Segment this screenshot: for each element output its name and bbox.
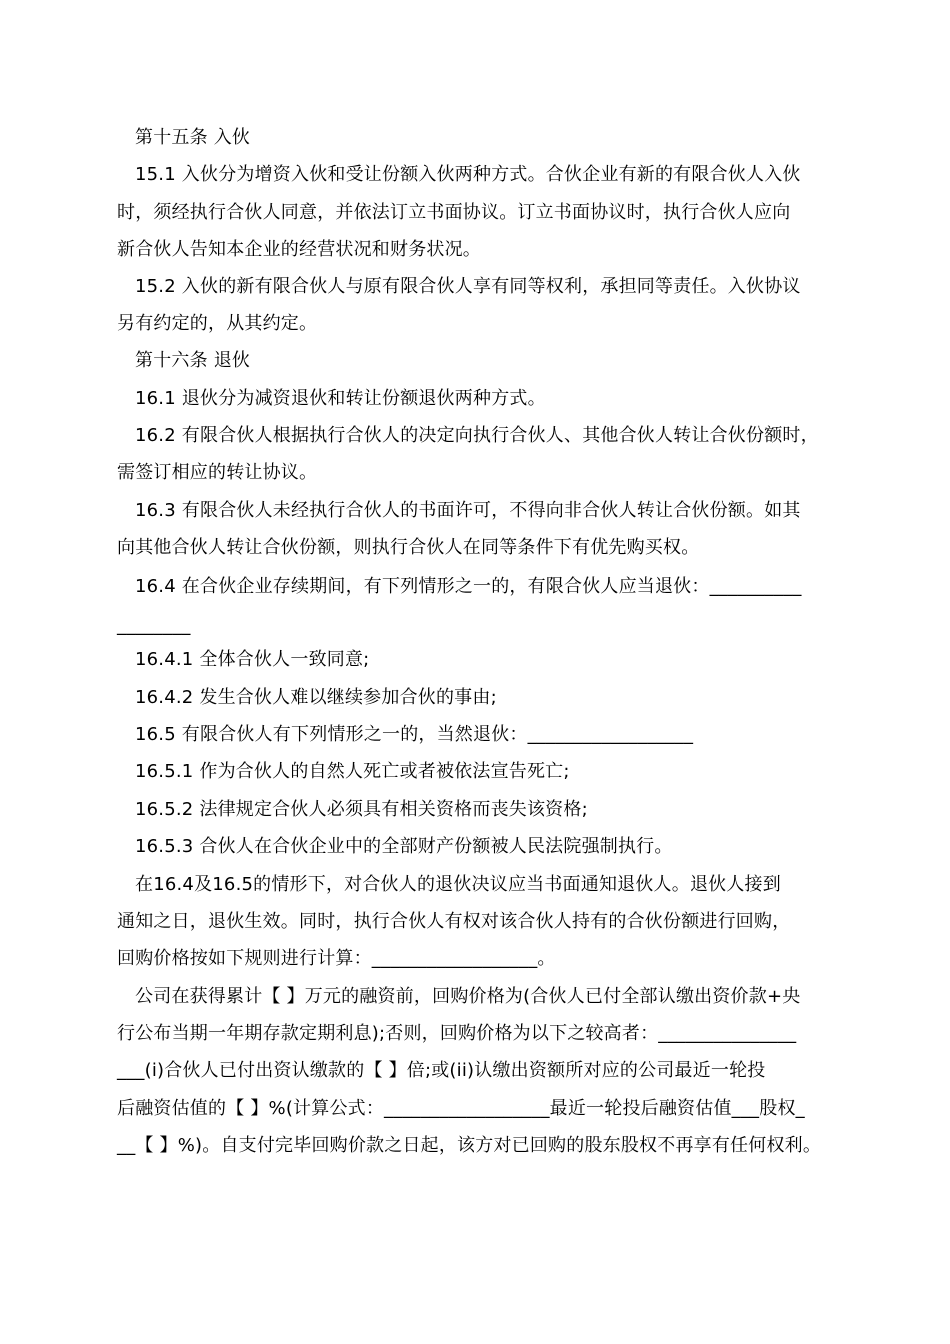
paragraph-line: __【 】%)。自支付完毕回购价款之日起，该方对已回购的股东股权不再享有任何权利。	[117, 1135, 822, 1156]
paragraph-line: 需签订相应的转让协议。	[117, 462, 318, 483]
paragraph-line: ___(i)合伙人已付出资认缴款的【 】倍;或(ii)认缴出资额所对应的公司最近一轮投	[117, 1060, 766, 1081]
paragraph-line: 16.5.1 作为合伙人的自然人死亡或者被依法宣告死亡;	[135, 761, 570, 782]
article-16-heading: 第十六条 退伙	[135, 350, 251, 371]
paragraph-line: 16.4.2 发生合伙人难以继续参加合伙的事由;	[135, 687, 497, 708]
paragraph-line: 后融资估值的【 】%(计算公式：__________________最近一轮投后融资估值___股权_	[117, 1098, 805, 1119]
paragraph-line: 时，须经执行合伙人同意，并依法订立书面协议。订立书面协议时，执行合伙人应向	[117, 202, 791, 223]
blank-line: ________	[117, 615, 191, 636]
paragraph-line: 向其他合伙人转让合伙份额，则执行合伙人在同等条件下有优先购买权。	[117, 537, 700, 558]
paragraph-line: 16.1 退伙分为减资退伙和转让份额退伙两种方式。	[135, 388, 546, 409]
article-15-heading: 第十五条 入伙	[135, 127, 251, 148]
paragraph-line: 16.4 在合伙企业存续期间，有下列情形之一的，有限合伙人应当退伙：__________	[135, 576, 802, 597]
paragraph-line: 16.4.1 全体合伙人一致同意;	[135, 649, 370, 670]
paragraph-line: 16.5.3 合伙人在合伙企业中的全部财产份额被人民法院强制执行。	[135, 836, 673, 857]
paragraph-line: 在16.4及16.5的情形下，对合伙人的退伙决议应当书面通知退伙人。退伙人接到	[135, 874, 781, 895]
paragraph-line: 16.2 有限合伙人根据执行合伙人的决定向执行合伙人、其他合伙人转让合伙份额时，	[135, 425, 819, 446]
paragraph-line: 公司在获得累计【 】万元的融资前，回购价格为(合伙人已付全部认缴出资价款+央	[135, 986, 801, 1007]
paragraph-line: 新合伙人告知本企业的经营状况和财务状况。	[117, 239, 481, 260]
paragraph-line: 另有约定的，从其约定。	[117, 313, 318, 334]
paragraph-line: 15.2 入伙的新有限合伙人与原有限合伙人享有同等权利，承担同等责任。入伙协议	[135, 276, 801, 297]
paragraph-line: 回购价格按如下规则进行计算：__________________。	[117, 948, 556, 969]
paragraph-line: 16.3 有限合伙人未经执行合伙人的书面许可，不得向非合伙人转让合伙份额。如其	[135, 500, 801, 521]
paragraph-line: 15.1 入伙分为增资入伙和受让份额入伙两种方式。合伙企业有新的有限合伙人入伙	[135, 164, 801, 185]
paragraph-line: 行公布当期一年期存款定期利息);否则，回购价格为以下之较高者：_______________	[117, 1023, 797, 1044]
paragraph-line: 16.5.2 法律规定合伙人必须具有相关资格而丧失该资格;	[135, 799, 588, 820]
paragraph-line: 16.5 有限合伙人有下列情形之一的，当然退伙：__________________	[135, 724, 694, 745]
paragraph-line: 通知之日，退伙生效。同时，执行合伙人有权对该合伙人持有的合伙份额进行回购，	[117, 911, 791, 932]
